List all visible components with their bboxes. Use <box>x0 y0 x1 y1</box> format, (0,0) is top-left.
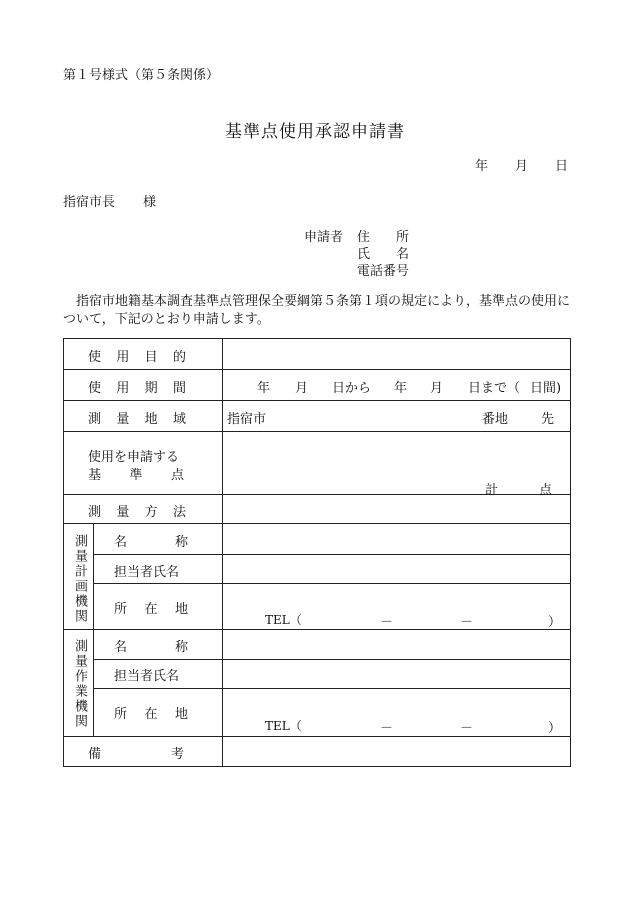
plan-org-person-label: 担当者氏名 <box>114 565 180 580</box>
period-day-from: 日から <box>332 381 372 396</box>
points-total-kei: 計 <box>485 483 499 498</box>
plan-org-tel-dash1: － <box>380 615 394 630</box>
points-label-line1: 使用を申請する <box>88 450 180 465</box>
period-day-until: 日まで（ <box>468 381 521 396</box>
applicant-label: 申請者 <box>304 230 344 245</box>
applicant-name-label: 氏 名 <box>357 247 410 262</box>
points-label-line2: 基 準 点 <box>88 468 184 483</box>
application-table <box>63 338 571 767</box>
work-org-tel-dash1: － <box>380 721 394 736</box>
date-month: 月 <box>515 159 529 174</box>
period-year-until: 年 <box>394 381 408 396</box>
period-year-from: 年 <box>257 381 271 396</box>
form-number: 第１号様式（第５条関係） <box>63 68 220 83</box>
applicant-address-label: 住 所 <box>357 230 410 245</box>
work-org-tel-dash2: － <box>460 721 474 736</box>
period-month-from: 月 <box>295 381 309 396</box>
plan-org-tel-dash2: － <box>460 615 474 630</box>
work-org-label: 測量作業機関 <box>72 639 87 729</box>
work-org-tel-close: ） <box>548 721 562 736</box>
plan-org-label: 測量計画機関 <box>72 534 87 624</box>
addressee: 指宿市長 <box>63 195 116 210</box>
plan-org-tel-label: TEL（ <box>265 613 302 627</box>
area-banchi: 番地 <box>482 412 509 427</box>
plan-org-location-label: 所 在 地 <box>114 602 188 617</box>
remarks-label: 備 考 <box>88 747 184 762</box>
document-title: 基準点使用承認申請書 <box>225 122 405 142</box>
area-city: 指宿市 <box>227 412 267 427</box>
plan-org-name-label: 名 称 <box>114 535 188 550</box>
method-label: 測 量 方 法 <box>88 505 186 520</box>
date-day: 日 <box>555 159 569 174</box>
points-total-ten: 点 <box>539 483 553 498</box>
plan-org-tel-close: ） <box>548 615 562 630</box>
period-days: 日間) <box>530 381 562 396</box>
purpose-label: 使 用 目 的 <box>88 350 186 365</box>
applicant-phone-label: 電話番号 <box>357 264 410 279</box>
work-org-tel-label: TEL（ <box>265 719 302 733</box>
work-org-location-label: 所 在 地 <box>114 707 188 722</box>
purpose-field[interactable] <box>224 341 570 368</box>
area-saki: 先 <box>541 412 555 427</box>
area-label: 測 量 地 域 <box>88 412 186 427</box>
work-org-name-label: 名 称 <box>114 640 188 655</box>
work-org-person-label: 担当者氏名 <box>114 669 180 684</box>
period-label: 使 用 期 間 <box>88 381 186 396</box>
date-year: 年 <box>475 159 489 174</box>
period-month-until: 月 <box>430 381 444 396</box>
addressee-honorific: 様 <box>143 195 157 210</box>
intro-text: 指宿市地籍基本調査基準点管理保全要綱第５条第１項の規定により，基準点の使用について，下記のとおり申請します。 <box>63 294 571 327</box>
